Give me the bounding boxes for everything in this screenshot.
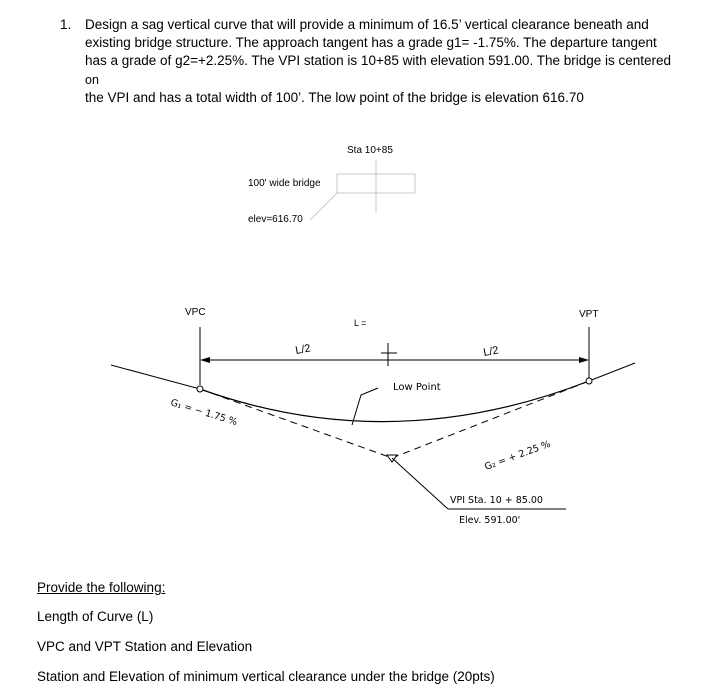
arrowhead-right: [579, 357, 589, 363]
departure-tangent: [589, 363, 635, 381]
vpi-elevation-label: Elev. 591.00': [459, 515, 521, 526]
low-point-label: Low Point: [393, 382, 441, 393]
elevation-leader: [310, 193, 337, 220]
half-length-left: L/2: [294, 342, 312, 357]
problem-line: existing bridge structure. The approach tangent has a grade g1= -1.75%. The departure tangent: [85, 35, 657, 51]
approach-grade-label: G₁ = − 1.75 %: [169, 397, 239, 429]
low-point-leader: [352, 388, 378, 425]
approach-tangent: [111, 365, 200, 389]
problem-line: has a grade of g2=+2.25%. The VPI station is 10+85 with elevation 591.00. The bridge is centered: [85, 53, 672, 69]
problem-line: Design a sag vertical curve that will provide a minimum of 16.5’ vertical clearance beneath and: [85, 17, 649, 32]
provide-item: VPC and VPT Station and Elevation: [37, 639, 253, 654]
problem-line: the VPI and has a total width of 100’. The low point of the bridge is elevation 616.70: [85, 89, 584, 105]
vpt-point: [586, 378, 592, 384]
bridge-elevation-label: elev=616.70: [248, 214, 303, 225]
length-label: L =: [354, 318, 367, 328]
arrowhead-left: [200, 357, 210, 363]
vpc-point: [197, 386, 203, 392]
vpc-label: VPC: [185, 307, 206, 318]
vpi-station-label: VPI Sta. 10 + 85.00: [450, 495, 543, 506]
provide-heading: Provide the following:: [37, 580, 166, 595]
vpi-leader: [392, 458, 448, 509]
problem-number: 1.: [60, 17, 72, 32]
half-length-right: L/2: [482, 344, 500, 359]
station-label: Sta 10+85: [347, 145, 393, 156]
provide-item: Length of Curve (L): [37, 609, 154, 624]
vpt-label: VPT: [579, 309, 599, 320]
provide-item: Station and Elevation of minimum vertical clearance under the bridge (20pts): [37, 669, 495, 684]
departure-grade-label: G₂ = + 2.25 %: [483, 438, 553, 473]
problem-line: on: [85, 72, 99, 87]
bridge-width-label: 100' wide bridge: [248, 178, 321, 189]
